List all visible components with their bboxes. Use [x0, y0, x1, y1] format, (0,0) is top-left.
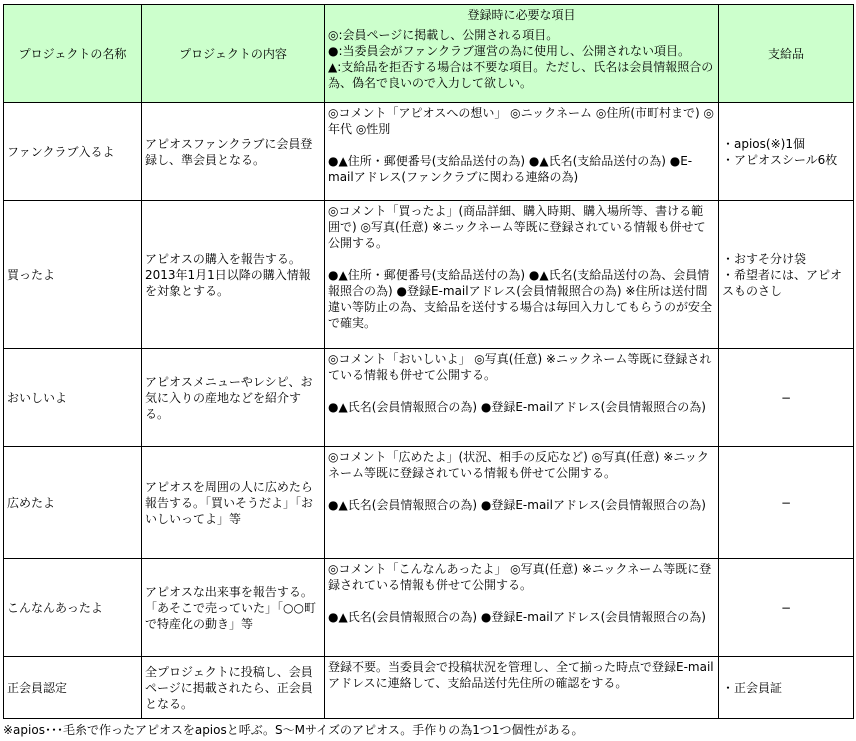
- header-supply: 支給品: [719, 5, 854, 103]
- public-items: ◎コメント「こんなんあったよ」 ◎写真(任意) ※ニックネーム等既に登録されている情報も併せて公開する。: [328, 562, 712, 592]
- private-items: ●▲住所・郵便番号(支給品送付の為) ●▲氏名(支給品送付の為、会員情報照合の為) ●登録E-mailアドレス(会員情報照合の為) ※住所は送付間違い等防止の為、支給品を送付する場合は毎回入力してもらうのが安全で確実。: [328, 268, 713, 330]
- private-items: ●▲氏名(会員情報照合の為) ●登録E-mailアドレス(会員情報照合の為): [328, 498, 706, 512]
- footnote: ※apios･･･毛糸で作ったアピオスをapiosと呼ぶ。S〜Mサイズのアピオス。手作りの為1つ1つ個性がある。: [3, 723, 584, 737]
- private-items: ●▲住所・郵便番号(支給品送付の為) ●▲氏名(支給品送付の為) ●E-mailアドレス(ファンクラブに関わる連絡の為): [328, 154, 693, 184]
- project-supply: −: [719, 559, 854, 657]
- project-supply: −: [719, 447, 854, 559]
- project-name: こんなんあったよ: [4, 559, 142, 657]
- project-required-items: [325, 559, 719, 657]
- public-items: 登録不要。当委員会で投稿状況を管理し、全て揃った時点で登録E-mailアドレスに連絡して、支給品送付先住所の確認をする。: [328, 660, 714, 690]
- project-content: アピオスファンクラブに会員登録し、準会員となる。: [142, 103, 325, 201]
- table-row: [4, 103, 854, 201]
- project-required-items: [325, 657, 719, 719]
- project-required-items: [325, 349, 719, 447]
- project-name: おいしいよ: [4, 349, 142, 447]
- project-content: アピオスの購入を報告する。2013年1月1日以降の購入情報を対象とする。: [142, 201, 325, 349]
- header-required-title: 登録時に必要な項目: [467, 8, 576, 22]
- table-row: [4, 657, 854, 719]
- header-project-content: プロジェクトの内容: [142, 5, 325, 103]
- project-content: アピオスを周囲の人に広めたら報告する。「買いそうだよ」「おいしいってよ」等: [142, 447, 325, 559]
- header-project-name: プロジェクトの名称: [4, 5, 142, 103]
- public-items: ◎コメント「広めたよ」(状況、相手の反応など) ◎写真(任意) ※ニックネーム等既に登録されている情報も併せて公開する。: [328, 450, 709, 480]
- private-items: ●▲氏名(会員情報照合の為) ●登録E-mailアドレス(会員情報照合の為): [328, 400, 706, 414]
- table-row: [4, 201, 854, 349]
- project-content: アピオスな出来事を報告する。「あそこで売っていた」「○○町で特産化の動き」等: [142, 559, 325, 657]
- header-required-items: [325, 5, 719, 103]
- legend-optional: ▲:支給品を拒否する場合は不要な項目。ただし、氏名は会員情報照合の為、偽名で良いので入力して欲しい。: [328, 60, 714, 90]
- project-name: 買ったよ: [4, 201, 142, 349]
- project-required-items: [325, 447, 719, 559]
- supply-item: ・おすそ分け袋: [722, 251, 807, 266]
- project-name: ファンクラブ入るよ: [4, 103, 142, 201]
- table-row: [4, 349, 854, 447]
- project-name: 正会員認定: [4, 657, 142, 719]
- public-items: ◎コメント「おいしいよ」 ◎写真(任意) ※ニックネーム等既に登録されている情報も併せて公開する。: [328, 352, 712, 382]
- project-supply: [719, 103, 854, 201]
- legend-public: ◎:会員ページに掲載し、公開される項目。: [328, 28, 559, 42]
- project-required-items: [325, 103, 719, 201]
- public-items: ◎コメント「買ったよ」(商品詳細、購入時期、購入場所等、書ける範囲で) ◎写真(任意) ※ニックネーム等既に登録されている情報も併せて公開する。: [328, 204, 706, 250]
- table-row: [4, 447, 854, 559]
- projects-table: [3, 4, 854, 719]
- private-items: ●▲氏名(会員情報照合の為) ●登録E-mailアドレス(会員情報照合の為): [328, 610, 706, 624]
- table-row: [4, 559, 854, 657]
- legend-private: ●:当委員会がファンクラブ運営の為に使用し、公開されない項目。: [328, 44, 691, 58]
- project-required-items: [325, 201, 719, 349]
- supply-item: ・希望者には、アピオスものさし: [722, 267, 843, 298]
- project-supply: [719, 657, 854, 719]
- project-name: 広めたよ: [4, 447, 142, 559]
- project-content: 全プロジェクトに投稿し、会員ページに掲載されたら、正会員となる。: [142, 657, 325, 719]
- header-row: [4, 5, 854, 103]
- project-supply: [719, 201, 854, 349]
- project-supply: −: [719, 349, 854, 447]
- supply-item: ・apios(※)1個: [722, 136, 805, 151]
- project-content: アピオスメニューやレシピ、お気に入りの産地などを紹介する。: [142, 349, 325, 447]
- supply-item: ・アピオスシール6枚: [722, 152, 838, 167]
- supply-item: ・正会員証: [722, 680, 783, 695]
- public-items: ◎コメント「アピオスへの想い」 ◎ニックネーム ◎住所(市町村まで) ◎年代 ◎性別: [328, 106, 714, 136]
